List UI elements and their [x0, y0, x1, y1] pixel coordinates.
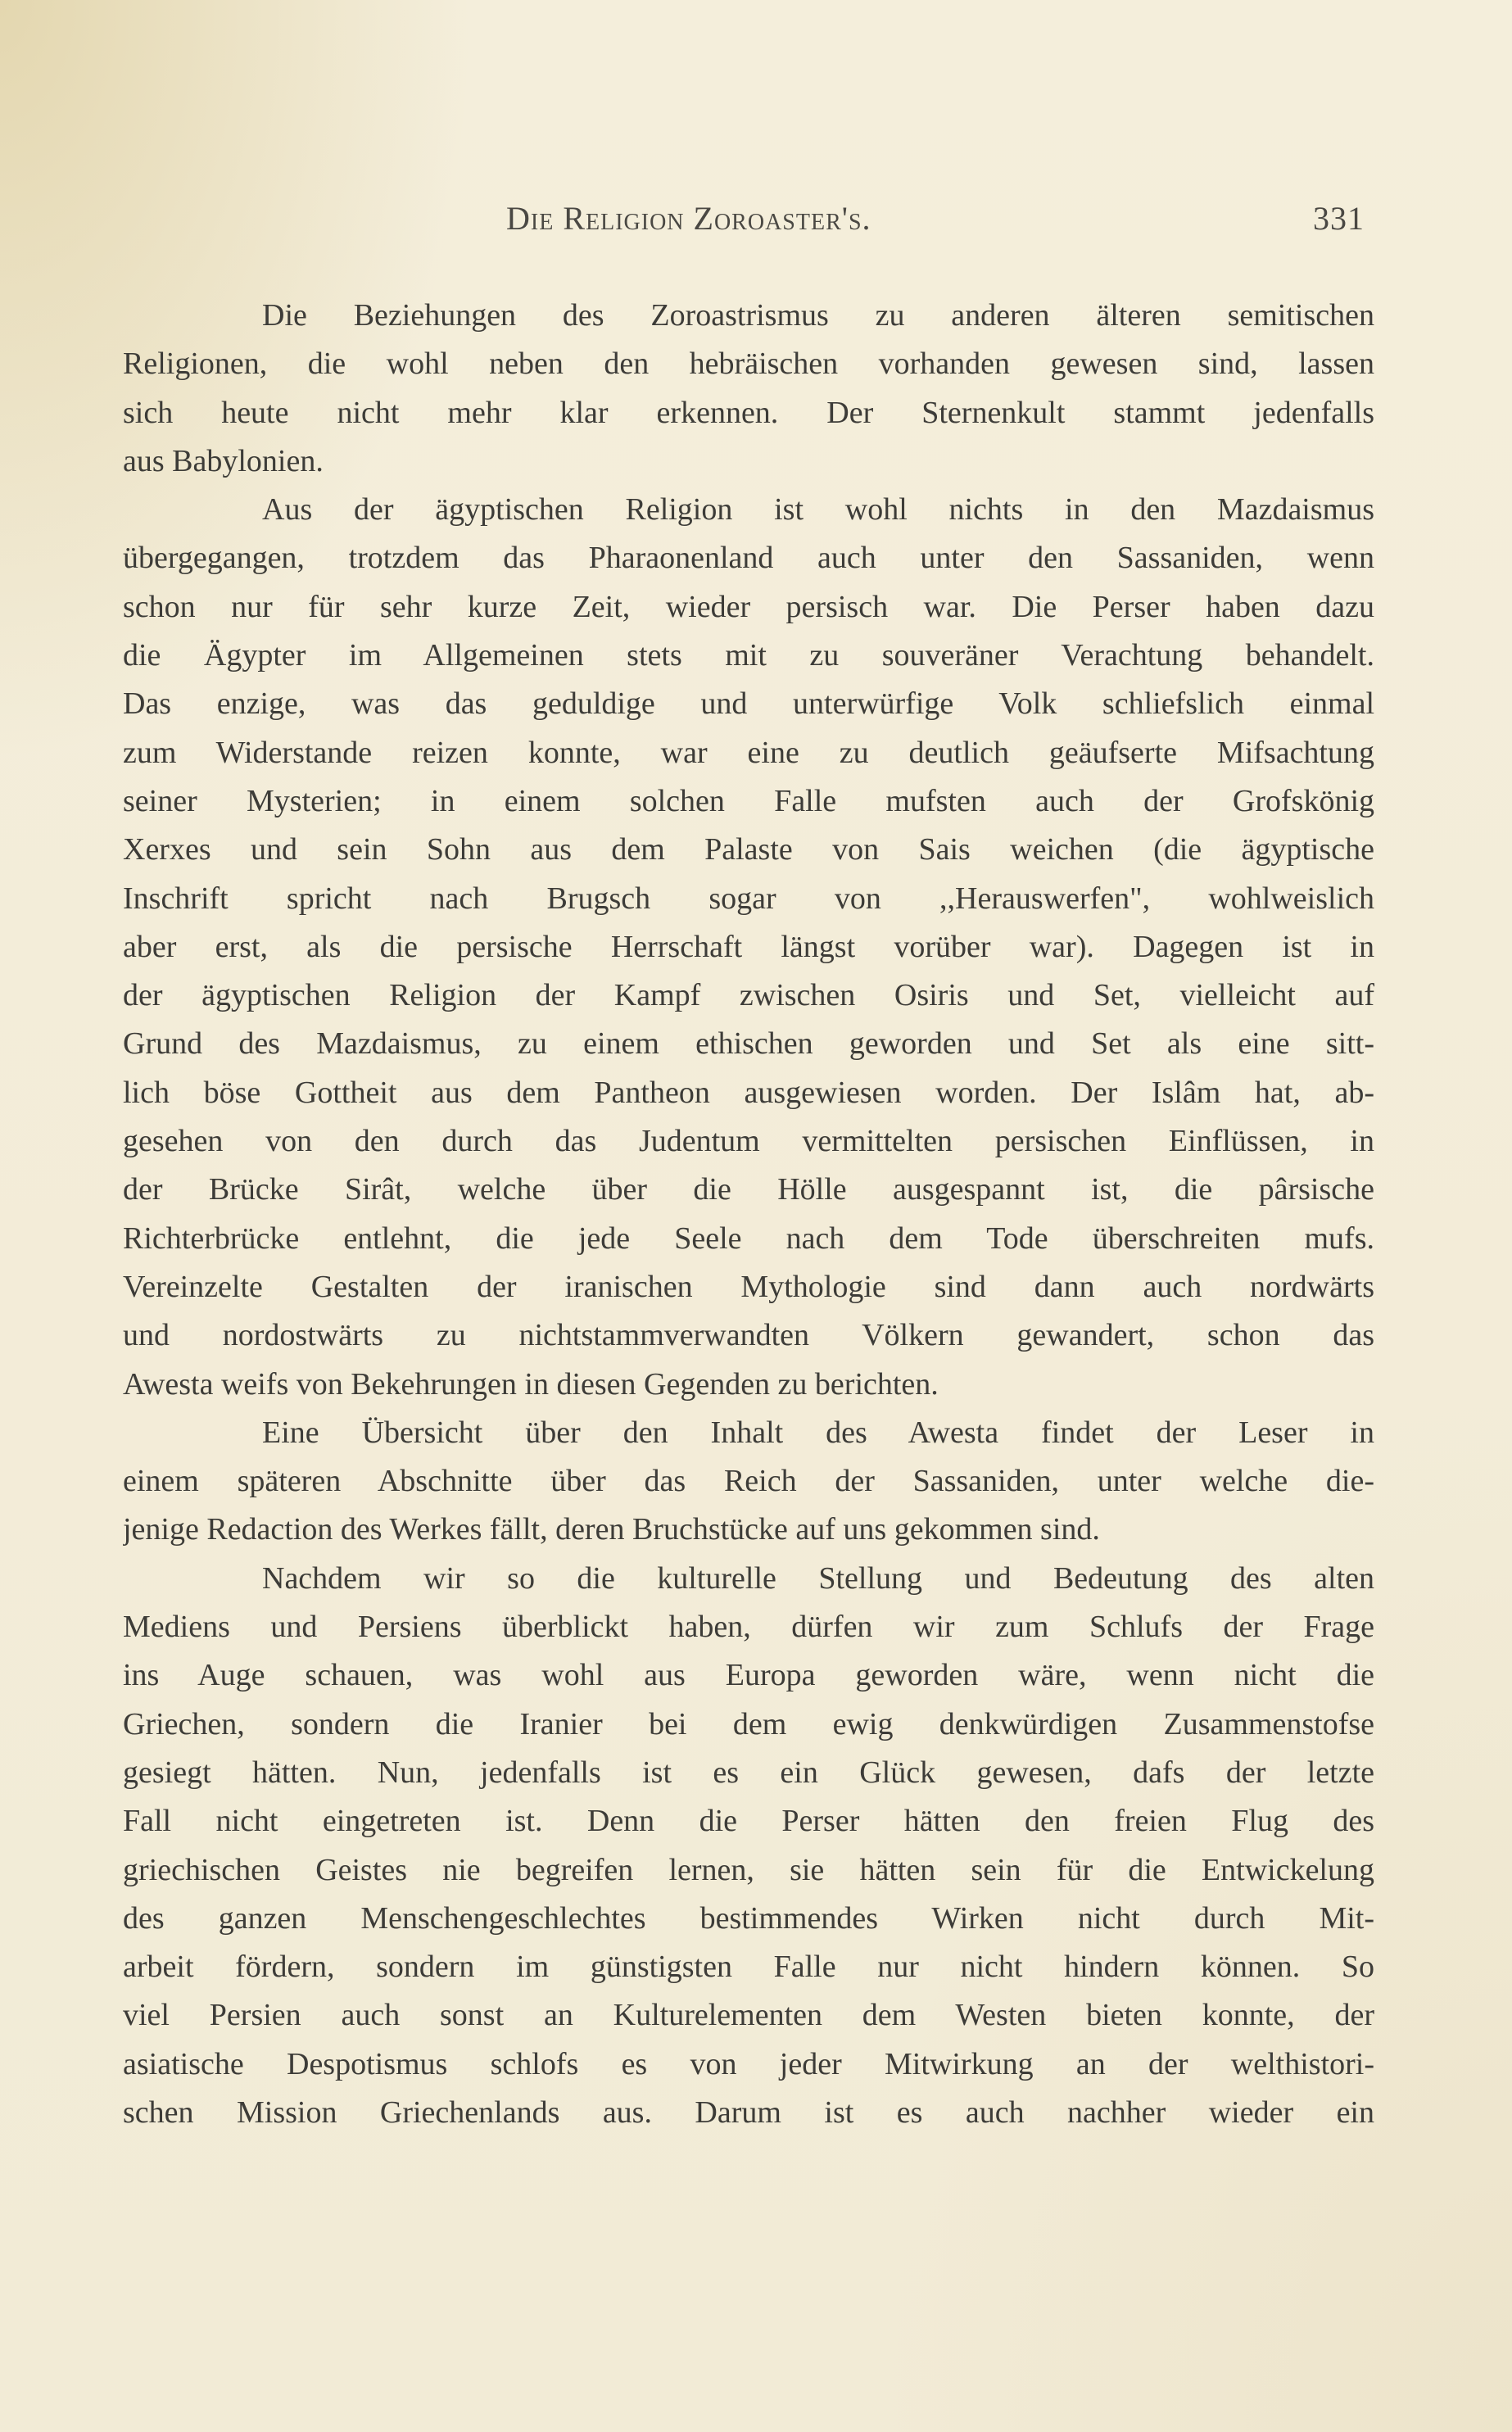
text-line: Die Beziehungen des Zoroastrismus zu anderen älteren semitischen [262, 298, 1374, 333]
text-line: aus Babylonien. [123, 443, 324, 478]
text-line: einem späteren Abschnitte über das Reich der Sassaniden, unter welche die- [123, 1464, 1374, 1499]
text-line: schen Mission Griechenlands aus. Darum ist es auch nachher wieder ein [123, 2095, 1374, 2130]
text-line: gesehen von den durch das Judentum vermittelten persischen Einflüssen, in [123, 1124, 1374, 1159]
text-line: die Ägypter im Allgemeinen stets mit zu souveräner Verachtung behandelt. [123, 638, 1374, 673]
page-header [506, 199, 1365, 247]
text-line: Eine Übersicht über den Inhalt des Awesta findet der Leser in [262, 1415, 1374, 1450]
text-line: Religionen, die wohl neben den hebräischen vorhanden gewesen sind, lassen [123, 346, 1374, 382]
text-line: gesiegt hätten. Nun, jedenfalls ist es ein Glück gewesen, dafs der letzte [123, 1755, 1374, 1790]
text-line: viel Persien auch sonst an Kulturelementen dem Westen bieten konnte, der [123, 1998, 1374, 2033]
text-line: Fall nicht eingetreten ist. Denn die Perser hätten den freien Flug des [123, 1804, 1374, 1839]
text-line: Richterbrücke entlehnt, die jede Seele nach dem Tode überschreiten mufs. [123, 1221, 1374, 1256]
text-line: der Brücke Sirât, welche über die Hölle ausgespannt ist, die pârsische [123, 1172, 1374, 1207]
running-title: Die Religion Zoroaster's. [506, 200, 871, 237]
paragraph [123, 1409, 1374, 1555]
text-line: seiner Mysterien; in einem solchen Falle mufsten auch der Grofskönig [123, 783, 1374, 818]
text-line: Nachdem wir so die kulturelle Stellung und Bedeutung des alten [262, 1560, 1374, 1596]
text-line: arbeit fördern, sondern im günstigsten Falle nur nicht hindern können. So [123, 1950, 1374, 1985]
text-line: der ägyptischen Religion der Kampf zwischen Osiris und Set, vielleicht auf [123, 978, 1374, 1013]
text-line: griechischen Geistes nie begreifen lernen, sie hätten sein für die Entwickelung [123, 1852, 1374, 1887]
paragraph [123, 1555, 1374, 2138]
text-line: lich böse Gottheit aus dem Pantheon ausgewiesen worden. Der Islâm hat, ab- [123, 1075, 1374, 1110]
text-line: schon nur für sehr kurze Zeit, wieder persisch war. Die Perser haben dazu [123, 589, 1374, 624]
text-line: übergegangen, trotzdem das Pharaonenland auch unter den Sassaniden, wenn [123, 541, 1374, 576]
text-line: asiatische Despotismus schlofs es von jeder Mitwirkung an der welthistori- [123, 2046, 1374, 2081]
text-line: Aus der ägyptischen Religion ist wohl nichts in den Mazdaismus [262, 492, 1374, 528]
text-line: Xerxes und sein Sohn aus dem Palaste von Sais weichen (die ägyptische [123, 832, 1374, 867]
text-line: ins Auge schauen, was wohl aus Europa geworden wäre, wenn nicht die [123, 1658, 1374, 1693]
paragraph [123, 486, 1374, 1409]
text-line: aber erst, als die persische Herrschaft längst vorüber war). Dagegen ist in [123, 929, 1374, 964]
text-line: und nordostwärts zu nichtstammverwandten Völkern gewandert, schon das [123, 1318, 1374, 1353]
text-line: Griechen, sondern die Iranier bei dem ewig denkwürdigen Zusammenstofse [123, 1706, 1374, 1741]
paragraph [123, 292, 1374, 486]
text-line: jenige Redaction des Werkes fällt, deren Bruchstücke auf uns gekommen sind. [123, 1512, 1100, 1547]
page-number: 331 [1313, 200, 1365, 237]
text-line: Inschrift spricht nach Brugsch sogar von ,,Herauswerfen", wohlweislich [123, 881, 1374, 916]
text-line: Awesta weifs von Bekehrungen in diesen Gegenden zu berichten. [123, 1366, 939, 1402]
text-line: zum Widerstande reizen konnte, war eine zu deutlich geäufserte Mifsachtung [123, 735, 1374, 770]
text-line: des ganzen Menschengeschlechtes bestimmendes Wirken nicht durch Mit- [123, 1900, 1374, 1936]
body-text [123, 292, 1374, 2137]
text-line: Vereinzelte Gestalten der iranischen Mythologie sind dann auch nordwärts [123, 1269, 1374, 1304]
text-line: Das enzige, was das geduldige und unterwürfige Volk schliefslich einmal [123, 686, 1374, 722]
text-line: Grund des Mazdaismus, zu einem ethischen geworden und Set als eine sitt- [123, 1026, 1374, 1062]
text-line: sich heute nicht mehr klar erkennen. Der Sternenkult stammt jedenfalls [123, 395, 1374, 430]
text-line: Mediens und Persiens überblickt haben, dürfen wir zum Schlufs der Frage [123, 1610, 1374, 1645]
